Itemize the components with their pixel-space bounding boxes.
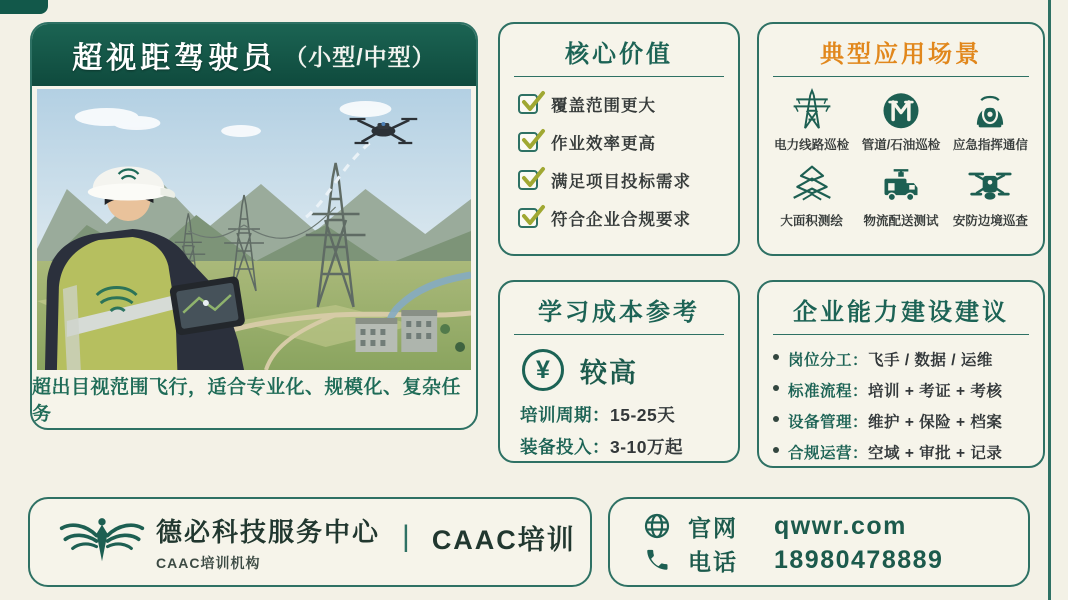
scenario-item <box>946 163 1035 229</box>
bullet-icon <box>773 447 779 453</box>
checkbox-icon <box>518 170 538 190</box>
hero-title: 超视距驾驶员 <box>72 42 277 75</box>
capability-title: 企业能力建设建议 <box>793 299 1009 326</box>
poster-right-border <box>1048 0 1051 600</box>
phone-row <box>640 543 1028 577</box>
hero-illustration <box>37 89 471 370</box>
capability-item <box>759 374 1043 405</box>
hero-header <box>32 24 476 86</box>
scenarios-title: 典型应用场景 <box>820 41 982 68</box>
brand-subtitle: CAAC培训机构 <box>156 554 261 571</box>
capability-value: 空域 + 审批 + 记录 <box>868 444 1003 462</box>
check-item <box>500 161 738 199</box>
capability-card <box>757 280 1045 468</box>
power-tower-icon <box>767 87 856 131</box>
brand-training-label: CAAC培训 <box>431 524 576 555</box>
pipeline-icon <box>856 87 945 131</box>
cost-card <box>498 280 740 463</box>
yen-icon <box>522 349 564 391</box>
scenario-label: 应急指挥通信 <box>952 138 1028 152</box>
divider <box>514 76 724 77</box>
checkbox-icon <box>518 208 538 228</box>
website-value[interactable]: qwwr.com <box>774 511 907 540</box>
cost-line-value: 3-10万起 <box>610 437 684 457</box>
capability-label: 岗位分工： <box>788 351 869 369</box>
hero-caption: 超出目视范围飞行，适合专业化、规模化、复杂任务 <box>32 377 462 425</box>
cost-line-value: 15-25天 <box>610 405 676 425</box>
check-label: 符合企业合规要求 <box>551 211 691 229</box>
core-value-card <box>498 22 740 256</box>
terrain-mapping-icon <box>767 163 856 207</box>
contact-card <box>608 497 1030 587</box>
hero-title-suffix: （小型/中型） <box>284 43 436 70</box>
cost-line <box>500 395 738 427</box>
bullet-icon <box>773 385 779 391</box>
checkbox-icon <box>518 132 538 152</box>
top-left-frame-tab <box>0 0 48 14</box>
capability-item <box>759 343 1043 374</box>
hero-card <box>30 22 478 430</box>
bullet-icon <box>773 416 779 422</box>
cost-level: 较高 <box>580 357 638 388</box>
satellite-dome-icon <box>946 87 1035 131</box>
brand-card <box>28 497 592 587</box>
scenario-item <box>767 87 856 153</box>
capability-label: 标准流程： <box>788 382 869 400</box>
website-row <box>640 509 1028 543</box>
phone-value[interactable]: 18980478889 <box>774 545 944 574</box>
checkbox-icon <box>518 94 538 114</box>
scenario-label: 物流配送测试 <box>863 214 939 228</box>
cost-line <box>500 427 738 459</box>
cost-line-label: 培训周期： <box>520 405 610 425</box>
bullet-icon <box>773 354 779 360</box>
cost-line-label: 装备投入： <box>520 437 610 457</box>
scenario-label: 大面积测绘 <box>780 214 843 228</box>
capability-value: 培训 + 考证 + 考核 <box>868 382 1003 400</box>
capability-value: 飞手 / 数据 / 运维 <box>868 351 993 369</box>
capability-item <box>759 436 1043 467</box>
brand-divider: | <box>402 520 410 553</box>
check-item <box>500 199 738 237</box>
capability-label: 合规运营： <box>788 444 869 462</box>
check-label: 覆盖范围更大 <box>551 97 656 115</box>
website-label: 官网 <box>688 514 738 541</box>
scenario-item <box>767 163 856 229</box>
phone-label: 电话 <box>688 548 738 575</box>
delivery-truck-icon <box>856 163 945 207</box>
check-label: 作业效率更高 <box>551 135 656 153</box>
patrol-drone-icon <box>946 163 1035 207</box>
check-item <box>500 85 738 123</box>
divider <box>773 334 1029 335</box>
scenario-item <box>946 87 1035 153</box>
scenarios-card <box>757 22 1045 256</box>
scenario-item <box>856 163 945 229</box>
check-item <box>500 123 738 161</box>
capability-value: 维护 + 保险 + 档案 <box>868 413 1003 431</box>
scenario-item <box>856 87 945 153</box>
scenario-label: 电力线路巡检 <box>774 138 850 152</box>
phone-icon <box>640 547 674 573</box>
divider <box>773 76 1029 77</box>
capability-item <box>759 405 1043 436</box>
scenario-label: 管道/石油巡检 <box>861 138 941 152</box>
scenario-label: 安防边境巡查 <box>952 214 1028 228</box>
capability-label: 设备管理： <box>788 413 869 431</box>
cost-title: 学习成本参考 <box>538 299 700 326</box>
yen-symbol: ¥ <box>536 355 550 384</box>
brand-name: 德必科技服务中心 <box>156 516 381 547</box>
eagle-logo-icon <box>56 511 148 573</box>
core-value-title: 核心价值 <box>565 41 673 68</box>
check-label: 满足项目投标需求 <box>551 173 691 191</box>
divider <box>514 334 724 335</box>
globe-icon <box>640 512 674 540</box>
